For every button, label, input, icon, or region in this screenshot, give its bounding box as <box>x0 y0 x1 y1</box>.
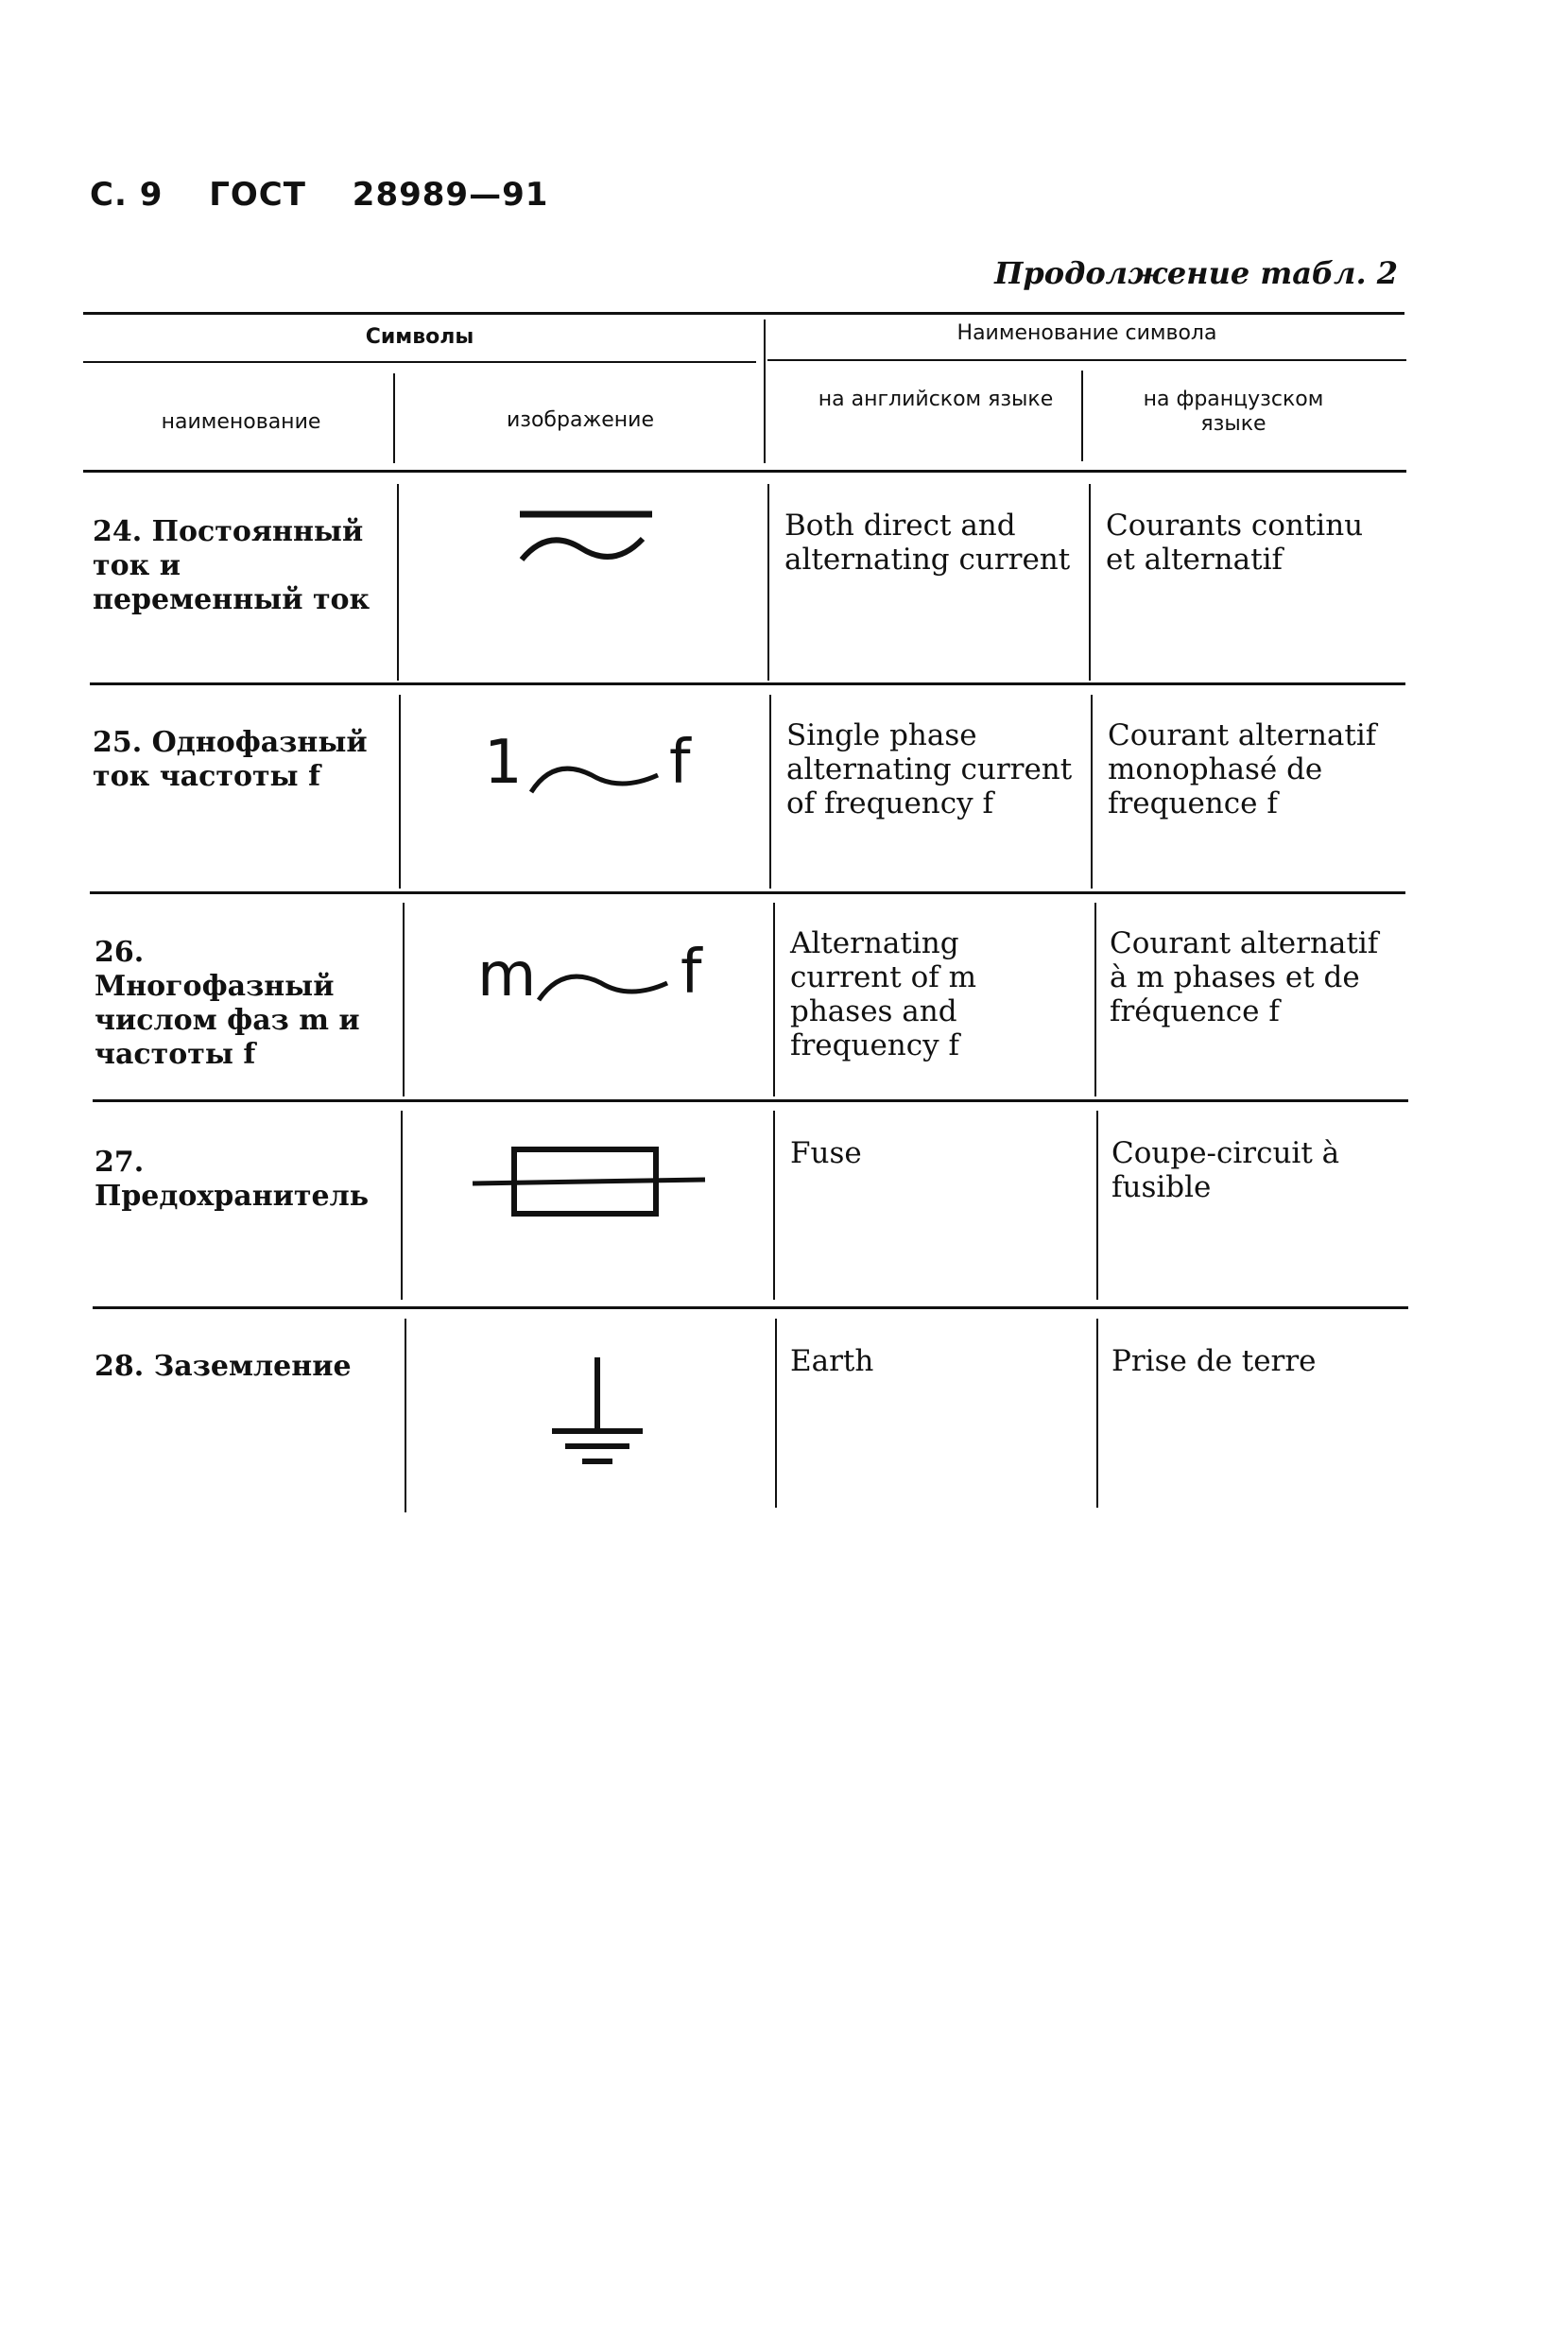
row-name: 24. Постоянный ток и переменный ток <box>93 515 370 616</box>
row-divider <box>773 903 775 1096</box>
header-col-name: наименование <box>161 410 321 434</box>
row-divider <box>401 1111 403 1300</box>
row-en: Earth <box>790 1344 874 1378</box>
row-name: 28. Заземление <box>95 1350 352 1383</box>
row-divider <box>405 1319 406 1512</box>
row-divider <box>1089 484 1091 681</box>
row-rule <box>90 682 1405 685</box>
symbol-prefix: m <box>477 941 537 1010</box>
row-en: Fuse <box>790 1136 862 1170</box>
row-rule <box>93 1099 1408 1102</box>
table-top-rule <box>83 312 1404 315</box>
row-name: 25. Однофазный ток частоты f <box>93 726 368 793</box>
row-fr: Coupe-circuit à fusible <box>1111 1136 1340 1204</box>
row-name: 26. Многофазный числом фаз m и частоты f <box>95 936 360 1071</box>
multi-phase-icon <box>535 955 677 1011</box>
symbol-suffix: f <box>681 938 702 1008</box>
header-mid-rule-left <box>83 361 756 363</box>
page-number: С. 9 <box>90 176 164 214</box>
header-divider-symbols <box>393 373 395 463</box>
row-divider <box>397 484 399 681</box>
row-fr: Courant alternatif à m phases et de fréquence f <box>1110 926 1379 1028</box>
row-divider <box>1094 903 1096 1096</box>
symbol-prefix: 1 <box>484 728 523 798</box>
header-bottom-rule <box>83 470 1406 473</box>
earth-icon <box>541 1352 654 1475</box>
row-rule <box>90 891 1405 894</box>
header-col-fr: на французском языке <box>1143 388 1324 436</box>
header-divider-names <box>1081 371 1083 461</box>
row-en: Alternating current of m phases and frequency f <box>790 926 976 1062</box>
row-divider <box>773 1111 775 1300</box>
row-divider <box>399 695 401 889</box>
standard-label: ГОСТ <box>209 176 306 214</box>
header-mid-rule-right <box>767 359 1406 361</box>
single-phase-icon <box>526 747 667 803</box>
row-divider <box>1096 1111 1098 1300</box>
header-col-en: на английском языке <box>818 388 1054 411</box>
standard-number: 28989—91 <box>352 176 549 214</box>
row-divider <box>1091 695 1093 889</box>
row-fr: Courant alternatif monophasé de frequence f <box>1108 718 1377 820</box>
page-header <box>90 176 582 214</box>
fuse-icon <box>469 1134 709 1229</box>
row-rule <box>93 1306 1408 1309</box>
row-divider <box>403 903 405 1096</box>
header-symbol-name: Наименование символа <box>956 321 1217 345</box>
row-en: Single phase alternating current of frequency f <box>786 718 1073 820</box>
row-divider <box>1096 1319 1098 1508</box>
symbol-suffix: f <box>669 728 691 798</box>
header-divider-main <box>764 319 766 463</box>
dc-ac-icon <box>510 501 662 586</box>
header-symbols: Символы <box>365 325 474 349</box>
table-continuation-label: Продолжение табл. 2 <box>994 255 1398 291</box>
row-fr: Courants continu et alternatif <box>1106 509 1364 577</box>
row-name: 27. Предохранитель <box>95 1146 370 1213</box>
header-col-image: изображение <box>506 408 655 432</box>
row-divider <box>767 484 769 681</box>
row-en: Both direct and alternating current <box>784 509 1071 577</box>
row-fr: Prise de terre <box>1111 1344 1317 1378</box>
row-divider <box>775 1319 777 1508</box>
row-divider <box>769 695 771 889</box>
